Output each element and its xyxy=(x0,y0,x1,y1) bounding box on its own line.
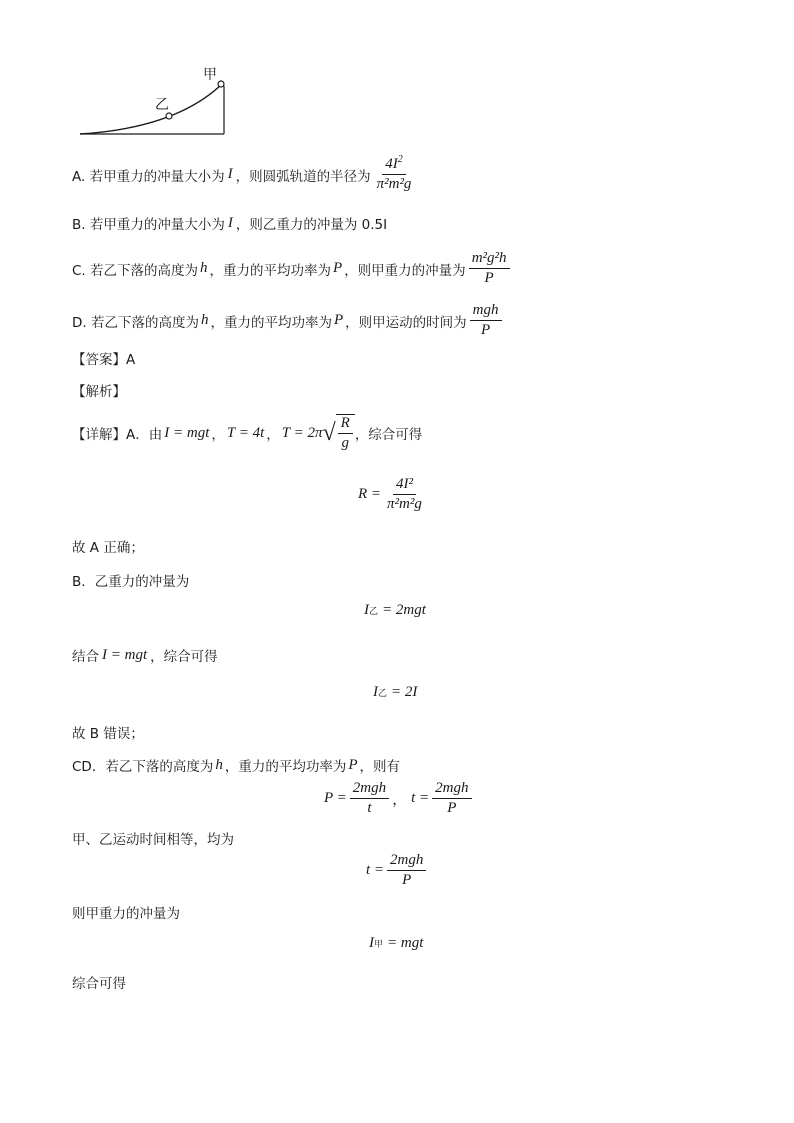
option-d-fraction: $\frac{\text{mgh}}{P}$ xyxy=(470,302,502,339)
final-line: 综合可得 xyxy=(72,976,126,992)
sqrt-r-over-g: √ $\frac{R}{g}$ xyxy=(322,414,354,452)
arc-track xyxy=(80,84,222,134)
label-yi: 乙 xyxy=(155,97,169,113)
answer-label: 【答案】 xyxy=(72,352,126,368)
i-jia-equation: I 甲 = mgt xyxy=(369,935,424,951)
cd-head: CD．若乙下落的高度为 h ，重力的平均功率为 P ，则有 xyxy=(72,756,400,775)
track-figure xyxy=(76,62,236,142)
answer-value: A xyxy=(126,352,136,368)
option-b: B. 若甲重力的冲量大小为 I ，则乙重力的冲量为 0.5I xyxy=(72,214,388,233)
b-head: B．乙重力的冲量为 xyxy=(72,574,190,590)
i-yi-2i-equation: I 乙 = 2I xyxy=(373,684,418,700)
combine-line: 结合 I = mgt ，综合可得 xyxy=(72,646,218,665)
answer-line xyxy=(72,348,135,368)
analysis-label: 【解析】 xyxy=(72,384,126,400)
a-correct: 故 A 正确； xyxy=(72,540,144,556)
option-a-fraction: $\frac{4I^2}{\text{π²m²g}}$ xyxy=(376,154,412,192)
option-c: C. 若乙下落的高度为 h ，重力的平均功率为 P ，则甲重力的冲量为 $\frac{\text{m²g²h}}{P}$ xyxy=(72,250,513,287)
b-wrong: 故 B 错误； xyxy=(72,726,144,742)
option-c-fraction: $\frac{\text{m²g²h}}{P}$ xyxy=(469,250,510,287)
r-equation: R = $\frac{\text{4I²}}{\text{π²m²g}}$ xyxy=(358,476,422,512)
detail-a-line: 【详解】A．由 I = mgt ， T = 4t ， T = 2π √ $\frac{R}{g}$ ，综合可得 xyxy=(72,415,423,451)
option-a: A. 若甲重力的冲量大小为 I ，则圆弧轨道的半径为 $\frac{4I^2}{\text{π²m²g}}$ xyxy=(72,156,417,193)
ball-jia xyxy=(218,81,224,87)
t-equation: t = $\frac{\text{2mgh}}{P}$ xyxy=(366,852,429,889)
jia-impulse: 则甲重力的冲量为 xyxy=(72,906,180,922)
same-time: 甲、乙运动时间相等，均为 xyxy=(72,832,234,848)
i-yi-equation: I 乙 = 2mgt xyxy=(364,602,426,618)
p-t-equations: P = $\frac{\text{2mgh}}{t}$ ， t = $\frac{\text{2mgh}}{P}$ xyxy=(324,780,475,817)
label-jia: 甲 xyxy=(203,67,217,83)
option-d: D. 若乙下落的高度为 h ，重力的平均功率为 P ，则甲运动的时间为 $\frac{\text{mgh}}{P}$ xyxy=(72,302,505,339)
